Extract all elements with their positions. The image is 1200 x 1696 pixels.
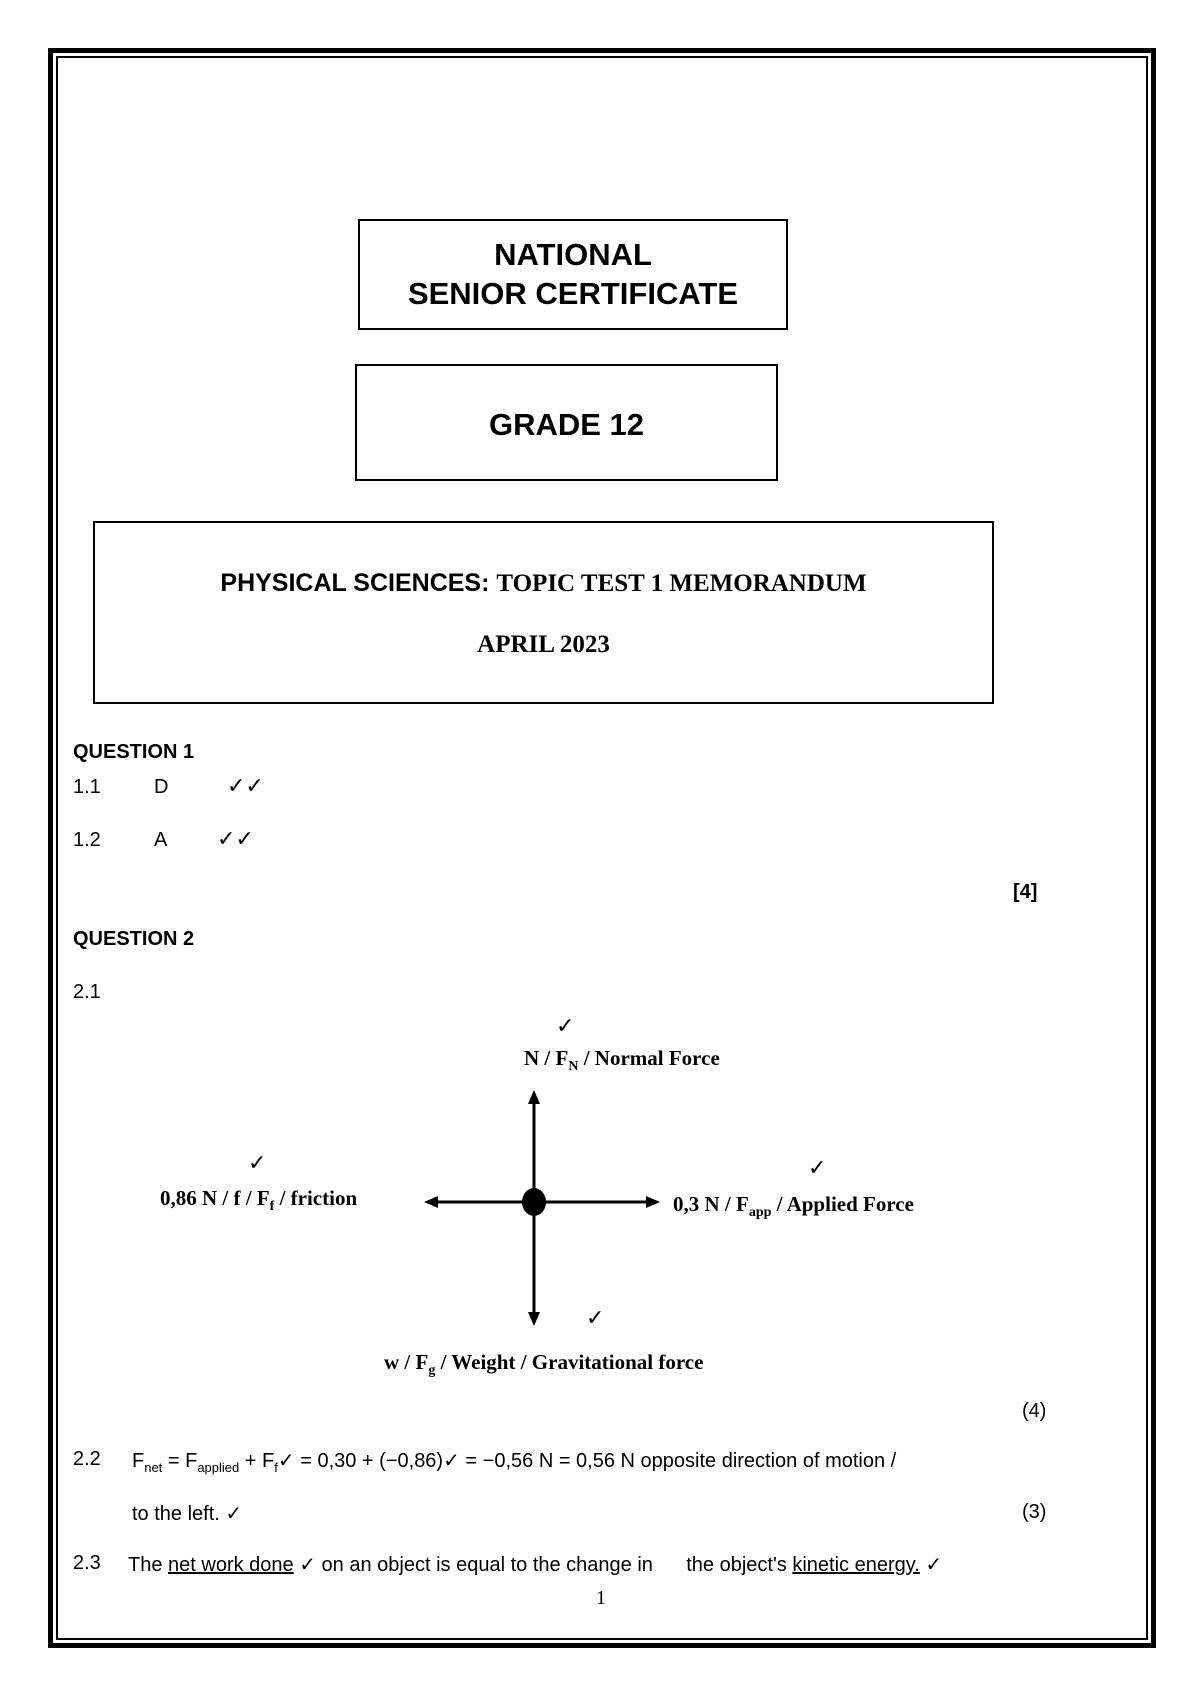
weight-tick: ✓: [586, 1305, 605, 1330]
q2-3-number: 2.3: [73, 1552, 101, 1574]
q2-2-tick-3: ✓: [225, 1503, 243, 1525]
certificate-line-2: SENIOR CERTIFICATE: [407, 276, 739, 311]
q2-3-underline-kinetic-energy: kinetic energy.: [792, 1554, 920, 1576]
q2-3-underline-net-work: net work done: [168, 1554, 294, 1576]
normal-force-arrowhead: [528, 1090, 540, 1104]
normal-force-tick: ✓: [556, 1013, 575, 1038]
q2-3-text: The net work done ✓ on an object is equal to the change in the object's kinetic energy. ✓: [128, 1554, 943, 1576]
q2-1-marks: (4): [1022, 1400, 1047, 1422]
q1-2-marks: ✓✓: [217, 826, 254, 851]
q2-2-equation: $F_{net} = F_{applied}$ + $F_f✓ = 0,30$ + (−0,86)✓ = −0,56 N = 0,56 N opposite direction of motion /: [132, 1450, 897, 1475]
q1-2-number: 1.2: [73, 829, 101, 851]
subject-name: PHYSICAL SCIENCES:: [220, 569, 490, 597]
weight-arrowhead: [528, 1312, 540, 1326]
grade-label: GRADE 12: [488, 407, 645, 442]
subject-date: APRIL 2023: [477, 631, 610, 658]
q1-1-marks: ✓✓: [227, 773, 264, 798]
question-2-heading: QUESTION 2: [73, 928, 195, 950]
q2-1-number: 2.1: [73, 981, 101, 1003]
question-1-total: [4]: [1013, 881, 1038, 903]
q1-1-number: 1.1: [73, 776, 101, 798]
weight-label: w / $F_g$ / Weight / Gravitational force: [384, 1350, 704, 1379]
friction-tick: ✓: [248, 1150, 267, 1175]
friction-arrowhead: [424, 1196, 438, 1208]
applied-force-tick: ✓: [808, 1155, 827, 1180]
object-dot: [522, 1188, 546, 1216]
q2-2-tick-2: ✓: [443, 1450, 460, 1472]
q2-3-tick-1: ✓: [299, 1554, 316, 1576]
certificate-line-1: NATIONAL: [494, 237, 652, 272]
page-number: 1: [596, 1587, 606, 1609]
subject-test-name: TOPIC TEST 1 MEMORANDUM: [496, 570, 867, 597]
applied-force-label: 0,3 N / $F_{app}$ / Applied Force: [673, 1192, 914, 1221]
q1-2-answer: A: [154, 829, 168, 851]
question-1-heading: QUESTION 1: [73, 741, 195, 763]
q2-2-number: 2.2: [73, 1448, 101, 1470]
q2-2-continuation: to the left. ✓: [132, 1503, 243, 1525]
applied-force-arrowhead: [646, 1196, 660, 1208]
normal-force-label: N / $F_N$ / Normal Force: [524, 1046, 720, 1075]
q2-3-tick-2: ✓: [925, 1554, 943, 1576]
q2-2-marks: (3): [1022, 1501, 1047, 1523]
q1-1-answer: D: [154, 776, 169, 798]
friction-label: 0,86 N / f / $F_f$ / friction: [160, 1186, 358, 1215]
q2-2-tick-1: ✓: [277, 1450, 295, 1472]
